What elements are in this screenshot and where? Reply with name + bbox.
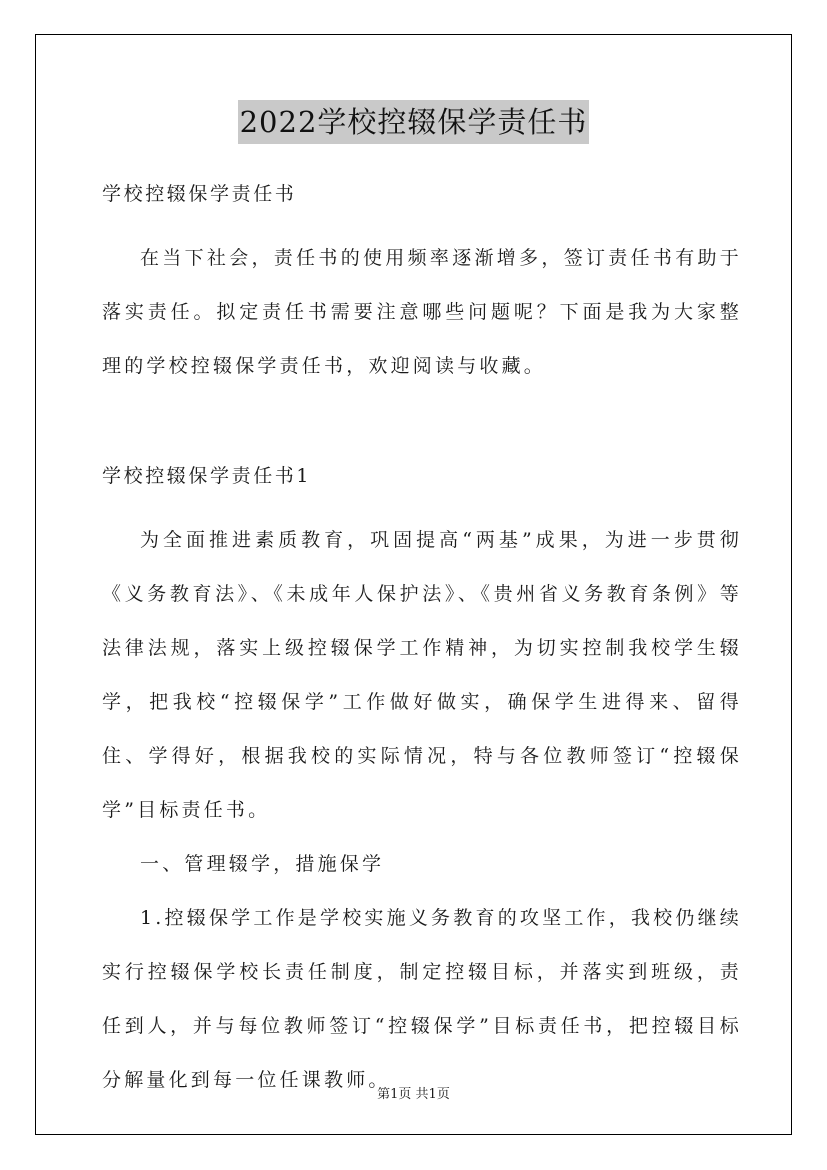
body-paragraph-1: 为全面推进素质教育，巩固提高“两基”成果，为进一步贯彻《义务教育法》、《未成年人保护法》、《贵州省义务教育条例》等法律法规，落实上级控辍保学工作精神，为切实控制我校学生辍学，把我校“控辍保学”工作做好做实，确保学生进得来、留得住、学得好，根据我校的实际情况，特与各位教师签订“控辍保学”目标责任书。 [102, 529, 742, 821]
intro-paragraph: 在当下社会，责任书的使用频率逐渐增多，签订责任书有助于落实责任。拟定责任书需要注意哪些问题呢？下面是我为大家整理的学校控辍保学责任书，欢迎阅读与收藏。 [102, 247, 742, 377]
document-title: 2022学校控辍保学责任书 [238, 100, 590, 144]
section-heading-main: 学校控辍保学责任书 [102, 183, 297, 205]
section-heading-1: 学校控辍保学责任书1 [102, 465, 312, 487]
list-item-1: 1.控辍保学工作是学校实施义务教育的攻坚工作，我校仍继续实行控辍保学校长责任制度，制定控辍目标，并落实到班级，责任到人，并与每位教师签订“控辍保学”目标责任书，把控辍目标分解量化到每一位任课教师。 [102, 907, 742, 1091]
section-heading-management: 一、管理辍学，措施保学 [140, 853, 385, 875]
document-body [102, 175, 742, 1107]
page-number-footer: 第1页 共1页 [377, 1087, 450, 1102]
title-container [0, 100, 827, 144]
